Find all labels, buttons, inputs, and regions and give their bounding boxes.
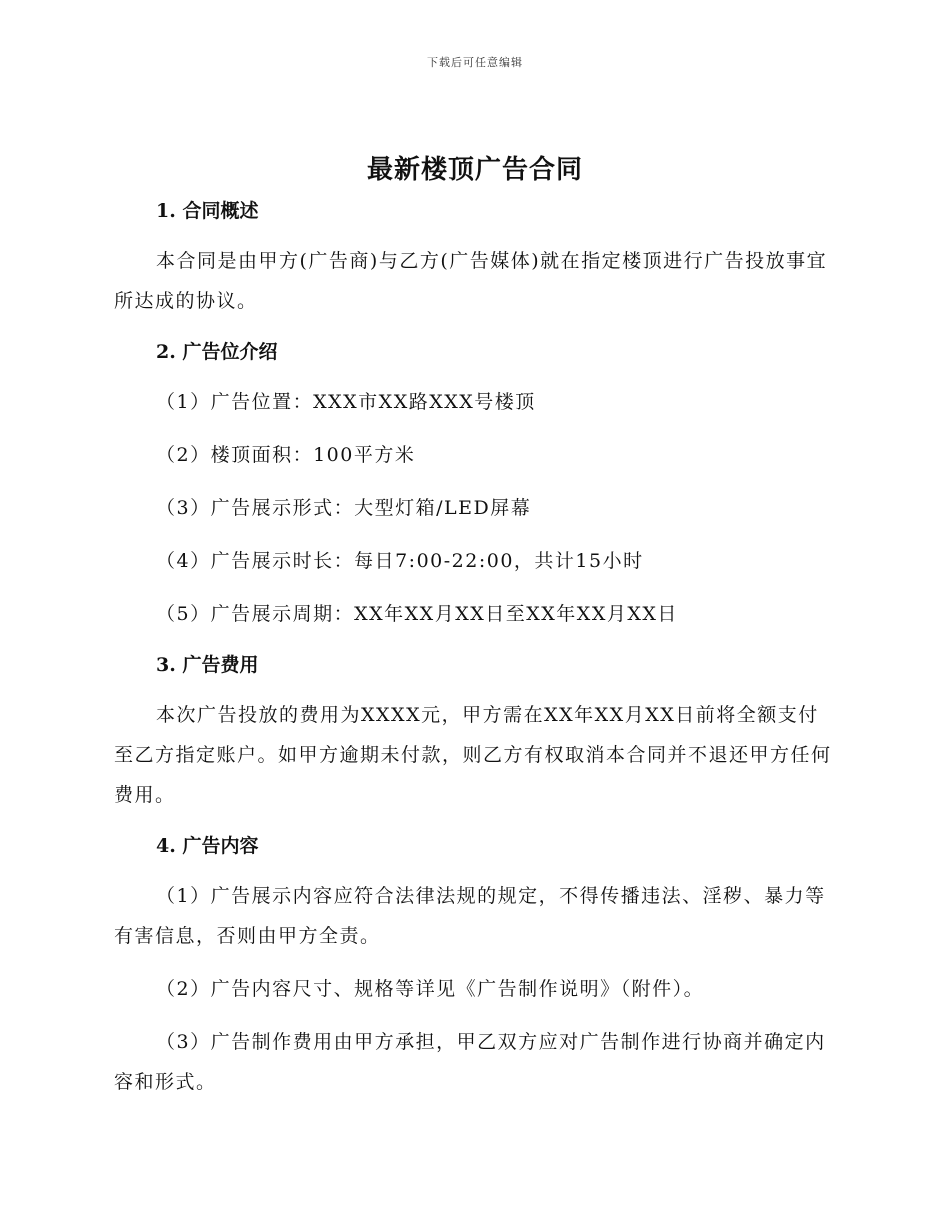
ad-position-item-format: （3）广告展示形式：大型灯箱/LED屏幕 bbox=[156, 497, 532, 519]
ad-position-item-duration: （4）广告展示时长：每日7:00-22:00，共计15小时 bbox=[156, 550, 644, 572]
section-heading-overview: 1. 合同概述 bbox=[156, 200, 259, 222]
section-heading-ad-position: 2. 广告位介绍 bbox=[156, 341, 278, 363]
page-header-note: 下载后可任意编辑 bbox=[427, 56, 523, 69]
section-heading-ad-fee: 3. 广告费用 bbox=[156, 654, 259, 676]
document-body bbox=[114, 194, 836, 1102]
section-ad-fee-paragraph: 本次广告投放的费用为XXXX元，甲方需在XX年XX月XX日前将全额支付至乙方指定账户。如甲方逾期未付款，则乙方有权取消本合同并不退还甲方任何费用。 bbox=[114, 704, 832, 806]
ad-content-paragraph-specs: （2）广告内容尺寸、规格等详见《广告制作说明》（附件）。 bbox=[156, 978, 705, 1000]
ad-position-item-period: （5）广告展示周期：XX年XX月XX日至XX年XX月XX日 bbox=[156, 603, 678, 625]
ad-position-item-location: （1）广告位置：XXX市XX路XXX号楼顶 bbox=[156, 391, 536, 413]
section-overview-paragraph: 本合同是由甲方(广告商)与乙方(广告媒体)就在指定楼顶进行广告投放事宜所达成的协议。 bbox=[114, 250, 828, 312]
ad-content-paragraph-compliance: （1）广告展示内容应符合法律法规的规定，不得传播违法、淫秽、暴力等有害信息，否则由甲方全责。 bbox=[114, 885, 826, 947]
ad-content-paragraph-production: （3）广告制作费用由甲方承担，甲乙双方应对广告制作进行协商并确定内容和形式。 bbox=[114, 1031, 826, 1093]
document-title: 最新楼顶广告合同 bbox=[366, 155, 583, 185]
section-heading-ad-content: 4. 广告内容 bbox=[156, 835, 259, 857]
ad-position-item-area: （2）楼顶面积：100平方米 bbox=[156, 444, 416, 466]
